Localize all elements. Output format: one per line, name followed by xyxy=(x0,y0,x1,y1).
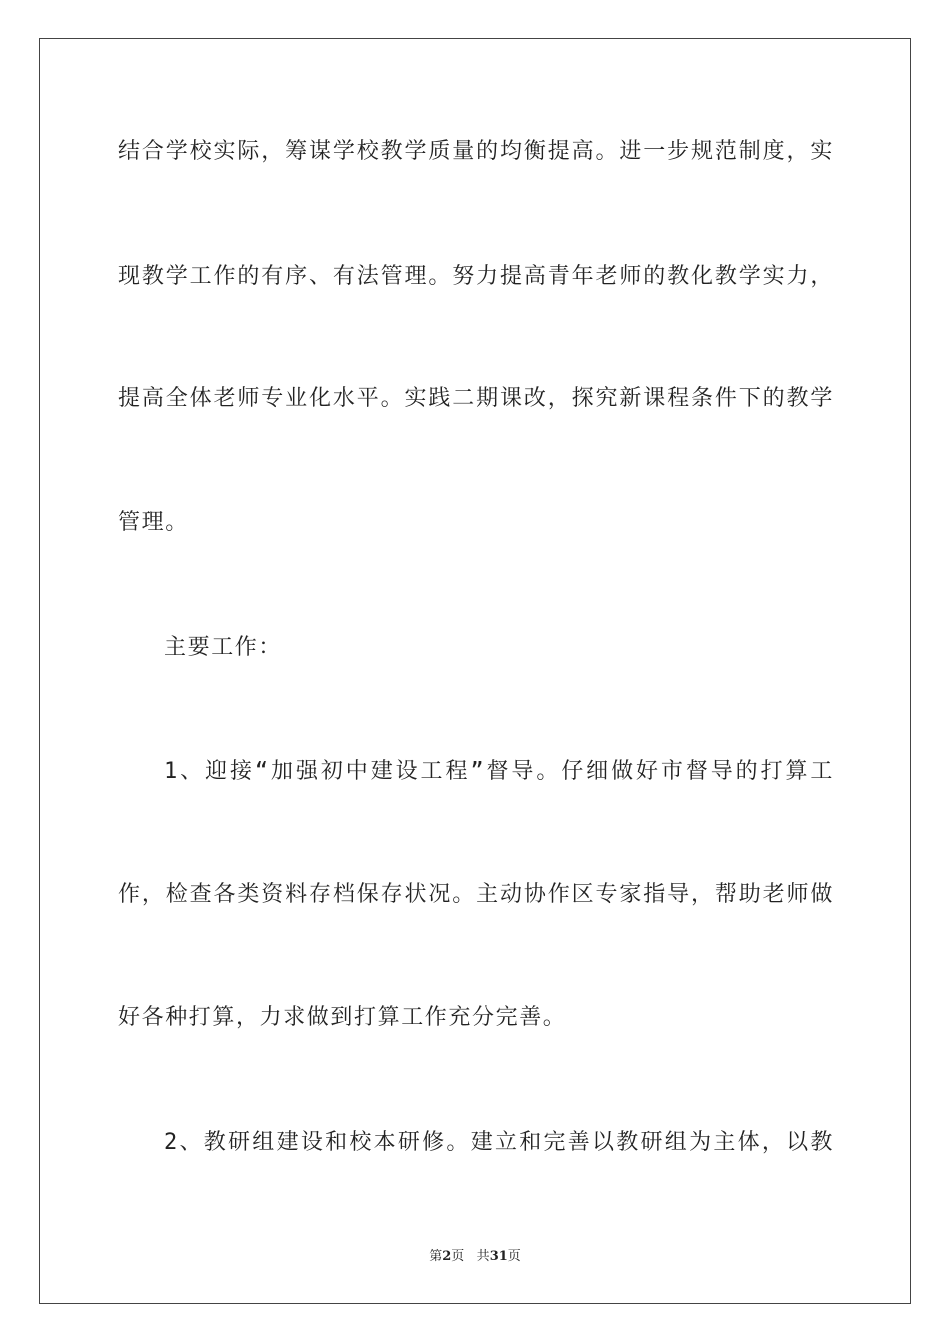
paragraph-line-6: 1、迎接“加强初中建设工程”督导。仔细做好市督导的打算工 xyxy=(164,759,834,784)
total-suffix: 页 xyxy=(507,1249,521,1264)
total-prefix: 共 xyxy=(476,1249,490,1264)
total-pages: 31 xyxy=(489,1249,508,1264)
paragraph-line-1: 结合学校实际，筹谋学校教学质量的均衡提高。进一步规范制度，实 xyxy=(118,139,834,164)
paragraph-line-9: 2、教研组建设和校本研修。建立和完善以教研组为主体，以教 xyxy=(164,1130,834,1155)
page-number: 2 xyxy=(442,1249,452,1264)
page-suffix: 页 xyxy=(451,1249,465,1264)
paragraph-line-2: 现教学工作的有序、有法管理。努力提高青年老师的教化教学实力， xyxy=(118,264,834,289)
paragraph-line-7: 作，检查各类资料存档保存状况。主动协作区专家指导，帮助老师做 xyxy=(118,882,834,907)
page-prefix: 第 xyxy=(429,1249,443,1264)
paragraph-line-3: 提高全体老师专业化水平。实践二期课改，探究新课程条件下的教学 xyxy=(118,386,834,411)
paragraph-line-8: 好各种打算，力求做到打算工作充分完善。 xyxy=(118,1005,567,1030)
page-footer xyxy=(0,1248,950,1266)
page-frame xyxy=(39,38,911,1304)
paragraph-line-4: 管理。 xyxy=(118,510,189,535)
section-heading: 主要工作： xyxy=(164,635,283,660)
